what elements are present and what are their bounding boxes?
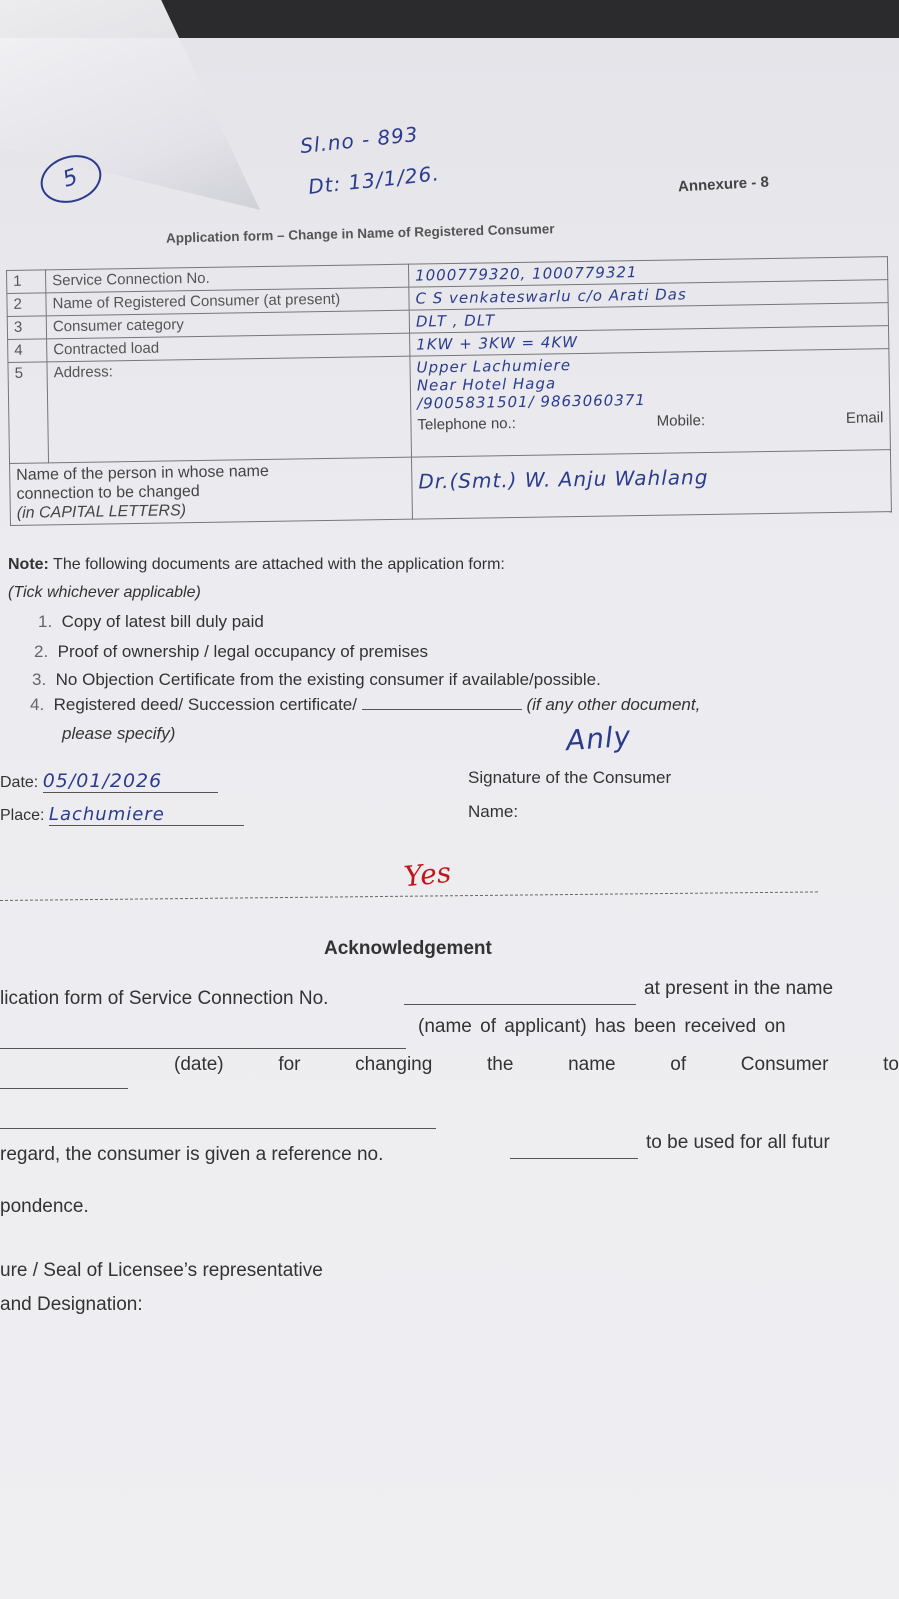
row-label: Contracted load (47, 333, 410, 362)
new-name-label-line: connection to be changed (16, 482, 200, 503)
date-row (0, 770, 218, 793)
registered-consumer-value: C S venkateswarlu c/o Arati Das (409, 280, 888, 311)
new-name-label (10, 457, 413, 525)
annexure-label: Annexure - 8 (677, 173, 770, 196)
row-number: 2 (7, 293, 46, 317)
designation-label: and Designation: (0, 1294, 143, 1315)
item-text: No Objection Certificate from the existing consumer if available/possible. (55, 670, 601, 689)
ack-word: of (670, 1054, 687, 1075)
ack-line-1-left: lication form of Service Connection No. (0, 988, 329, 1009)
new-name-label-line: Name of the person in whose name (16, 462, 269, 484)
serial-number: Sl.no - 893 (299, 121, 420, 159)
item-text: Proof of ownership / legal occupancy of premises (57, 642, 429, 661)
row-number: 4 (8, 339, 47, 363)
row-number: 5 (8, 362, 49, 464)
item-tail: (if any other document, (526, 695, 701, 714)
ack-line-4-left: regard, the consumer is given a reference no. (0, 1144, 384, 1165)
ack-line-4-right: to be used for all futur (646, 1132, 830, 1153)
consumer-details-table (6, 256, 892, 526)
seal-label: ure / Seal of Licensee’s representative (0, 1260, 323, 1281)
row-label: Address: (47, 356, 412, 463)
item-number: 1. (38, 612, 53, 631)
blank-line (362, 709, 522, 710)
note-label: Note: (8, 556, 49, 573)
date-value: 05/01/2026 (43, 770, 218, 793)
list-item (38, 612, 264, 632)
blank-line (0, 1128, 436, 1129)
circled-number: 5 (34, 148, 107, 211)
contracted-load-value: 1KW + 3KW = 4KW (410, 326, 889, 357)
ack-line-2: (name of applicant) has been received on (418, 1016, 786, 1037)
blank-line (0, 1088, 128, 1089)
acknowledgement-title: Acknowledgement (324, 938, 492, 959)
note-sub: (Tick whichever applicable) (8, 584, 201, 601)
item-continuation: please specify) (62, 724, 176, 743)
address-line: Upper Lachumiere (416, 356, 572, 377)
row-number: 3 (7, 316, 46, 340)
new-name-value: Dr.(Smt.) W. Anju Wahlang (411, 450, 891, 520)
email-label: Email (845, 409, 884, 427)
address-line: /9005831501/ 9863060371 (417, 390, 647, 413)
date-label: Date: (0, 774, 39, 791)
note-text: The following documents are attached with the application form: (53, 556, 505, 573)
ack-word: to (883, 1054, 899, 1075)
place-value: Lachumiere (49, 804, 244, 826)
ack-line-1-right: at present in the name (644, 978, 834, 999)
blank-line (510, 1158, 638, 1159)
place-label: Place: (0, 807, 45, 824)
address-cell (410, 349, 891, 458)
service-connection-value: 1000779320, 1000779321 (408, 257, 887, 288)
received-date: Dt: 13/1/26. (307, 161, 441, 199)
item-text: Copy of latest bill duly paid (61, 612, 264, 631)
ack-line-5: pondence. (0, 1196, 89, 1217)
name-label: Name: (468, 802, 519, 821)
item-number: 2. (34, 642, 49, 661)
ack-word: Consumer (740, 1054, 829, 1075)
list-item (34, 642, 428, 662)
ack-word: for (278, 1054, 301, 1075)
item-number: 3. (32, 670, 47, 689)
row-label: Name of Registered Consumer (at present) (46, 287, 409, 316)
mobile-label: Mobile: (656, 412, 706, 430)
contact-labels (417, 409, 883, 433)
ack-word: the (486, 1054, 514, 1075)
blank-line (0, 1048, 406, 1049)
item-text: Registered deed/ Succession certificate/ (53, 695, 357, 714)
form-title: Application form – Change in Name of Registered Consumer (165, 221, 555, 246)
consumer-signature: Anly (564, 719, 633, 758)
ack-word: name (568, 1054, 616, 1075)
row-number: 1 (7, 270, 46, 294)
yes-mark: Yes (402, 855, 453, 894)
note-heading (8, 556, 505, 574)
list-item (30, 695, 840, 715)
consumer-category-value: DLT , DLT (409, 303, 888, 334)
row-label: Service Connection No. (46, 264, 409, 293)
table-row (10, 450, 892, 526)
ack-word: (date) (174, 1054, 224, 1075)
blank-line (404, 1004, 636, 1005)
item-number: 4. (30, 695, 45, 714)
row-label: Consumer category (46, 310, 409, 339)
telephone-label: Telephone no.: (417, 415, 517, 434)
new-name-label-line: (in CAPITAL LETTERS) (16, 502, 187, 522)
list-item (32, 670, 601, 690)
table-row (8, 349, 890, 464)
ack-word: changing (355, 1054, 433, 1075)
ack-line-3 (174, 1054, 899, 1076)
address-line: Near Hotel Haga (416, 374, 557, 395)
signature-label: Signature of the Consumer (468, 768, 672, 787)
place-row (0, 804, 244, 826)
